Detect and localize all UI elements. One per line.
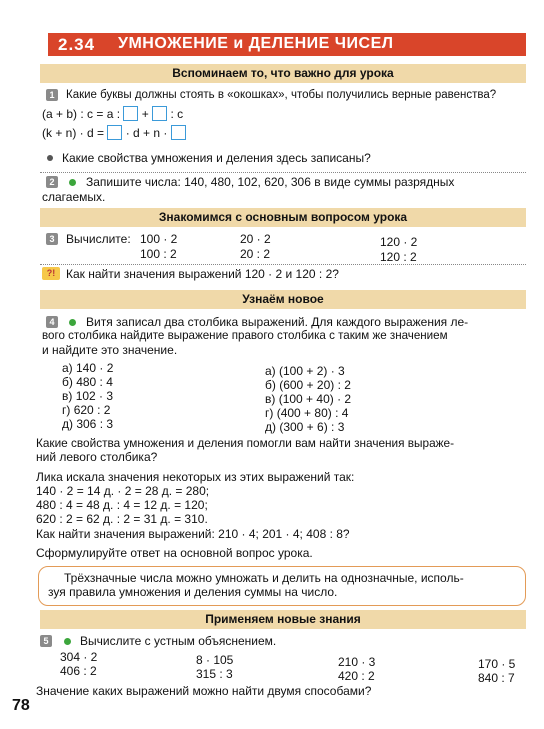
green-dot-icon (64, 638, 71, 645)
left-expression: г) 620 : 2 (62, 403, 111, 417)
left-expression: д) 306 : 3 (62, 417, 114, 431)
task1-text: Какие буквы должны стоять в «окошках», чтобы получились верные равенства? (66, 89, 497, 101)
task3-expr: 20 · 2 (240, 232, 271, 246)
task3-expr: 120 : 2 (380, 250, 417, 264)
right-expression: в) (100 + 40) · 2 (265, 392, 352, 406)
green-dot-icon (69, 179, 76, 186)
task-number-1: 1 (46, 89, 58, 101)
task4-line2: вого столбика найдите выражение правого столбика с таким же значением (42, 329, 448, 342)
task5-expr: 304 · 2 (60, 650, 98, 664)
task-number-3: 3 (46, 233, 58, 245)
left-expression: в) 102 · 3 (62, 389, 114, 403)
task4-line3: и найдите это значение. (42, 343, 178, 357)
divider (40, 264, 526, 265)
task5-expr: 420 : 2 (338, 669, 375, 683)
answer-box (152, 106, 167, 121)
task5-text: Вычислите с устным объяснением. (80, 634, 277, 648)
section-apply-title: Применяем новые знания (205, 612, 361, 626)
task3-expr: 20 : 2 (240, 247, 271, 261)
task-number-4: 4 (46, 316, 58, 328)
task4-question-2: ний левого столбика? (36, 450, 158, 464)
task4-line1: Витя записал два столбика выражений. Для каждого выражения ле- (86, 315, 469, 329)
task1-equation-1: (a + b) : c = a : + : c (42, 107, 184, 121)
task4-how: Как найти значения выражений: 210 · 4; 201 · 4; 408 : 8? (36, 527, 350, 541)
task3-label: Вычислите: (66, 232, 131, 246)
section-learn-title: Узнаём новое (242, 292, 324, 306)
task5-expr: 840 : 7 (478, 671, 515, 685)
section-meet-band (40, 208, 526, 227)
divider (40, 172, 526, 173)
task4-calc: 480 : 4 = 48 д. : 4 = 12 д. = 120; (36, 498, 208, 512)
task-number-2: 2 (46, 176, 58, 188)
bullet-icon (47, 155, 53, 161)
right-expression: б) (600 + 20) : 2 (265, 378, 351, 392)
section-meet-title: Знакомимся с основным вопросом урока (158, 210, 408, 224)
task4-question-1: Какие свойства умножения и деления помогли вам найти значения выраже- (36, 436, 455, 450)
task4-formulate: Сформулируйте ответ на основной вопрос урока. (36, 546, 313, 560)
task5-expr: 315 : 3 (196, 667, 233, 681)
left-expression: а) 140 · 2 (62, 361, 114, 375)
rule-line-2: зуя правила умножения и деления суммы на число. (48, 585, 338, 599)
task3-expr: 100 : 2 (140, 247, 177, 261)
right-expression: г) (400 + 80) : 4 (265, 406, 349, 420)
task5-expr: 210 · 3 (338, 655, 376, 669)
answer-box (107, 125, 122, 140)
right-expression: д) (300 + 6) : 3 (265, 420, 345, 434)
lesson-header (48, 33, 526, 56)
task5-question: Значение каких выражений можно найти двумя способами? (36, 684, 372, 698)
task5-expr: 406 : 2 (60, 664, 97, 678)
section-learn-band (40, 290, 526, 309)
task-number-5: 5 (40, 635, 52, 647)
left-expression: б) 480 : 4 (62, 375, 113, 389)
section-remember-band (40, 64, 526, 83)
task5-expr: 8 · 105 (196, 653, 234, 667)
task4-lika: Лика искала значения некоторых из этих выражений так: (36, 470, 355, 484)
task5-expr: 170 · 5 (478, 657, 516, 671)
right-expression: а) (100 + 2) · 3 (265, 364, 345, 378)
section-apply-band (40, 610, 526, 629)
answer-box (123, 106, 138, 121)
task1-question: Какие свойства умножения и деления здесь записаны? (62, 151, 371, 165)
lesson-title: УМНОЖЕНИЕ и ДЕЛЕНИЕ ЧИСЕЛ (118, 35, 394, 52)
task3-expr: 120 · 2 (380, 235, 418, 249)
section-remember-title: Вспоминаем то, что важно для урока (172, 66, 394, 80)
answer-box (171, 125, 186, 140)
problem-question: Как найти значения выражений 120 · 2 и 120 : 2? (66, 267, 339, 281)
task4-calc: 620 : 2 = 62 д. : 2 = 31 д. = 310. (36, 512, 208, 526)
task3-expr: 100 · 2 (140, 232, 178, 246)
task1-equation-2: (k + n) · d = · d + n · (42, 125, 186, 140)
problem-badge: ?! (42, 267, 60, 280)
rule-line-1: Трёхзначные числа можно умножать и делить на однозначные, исполь- (64, 571, 464, 585)
task2-line1: Запишите числа: 140, 480, 102, 620, 306 в виде суммы разрядных (86, 175, 455, 189)
task4-calc: 140 · 2 = 14 д. · 2 = 28 д. = 280; (36, 484, 210, 498)
green-dot-icon (69, 319, 76, 326)
task2-line2: слагаемых. (42, 190, 106, 204)
page-number: 78 (12, 697, 30, 714)
lesson-number: 2.34 (58, 35, 96, 54)
